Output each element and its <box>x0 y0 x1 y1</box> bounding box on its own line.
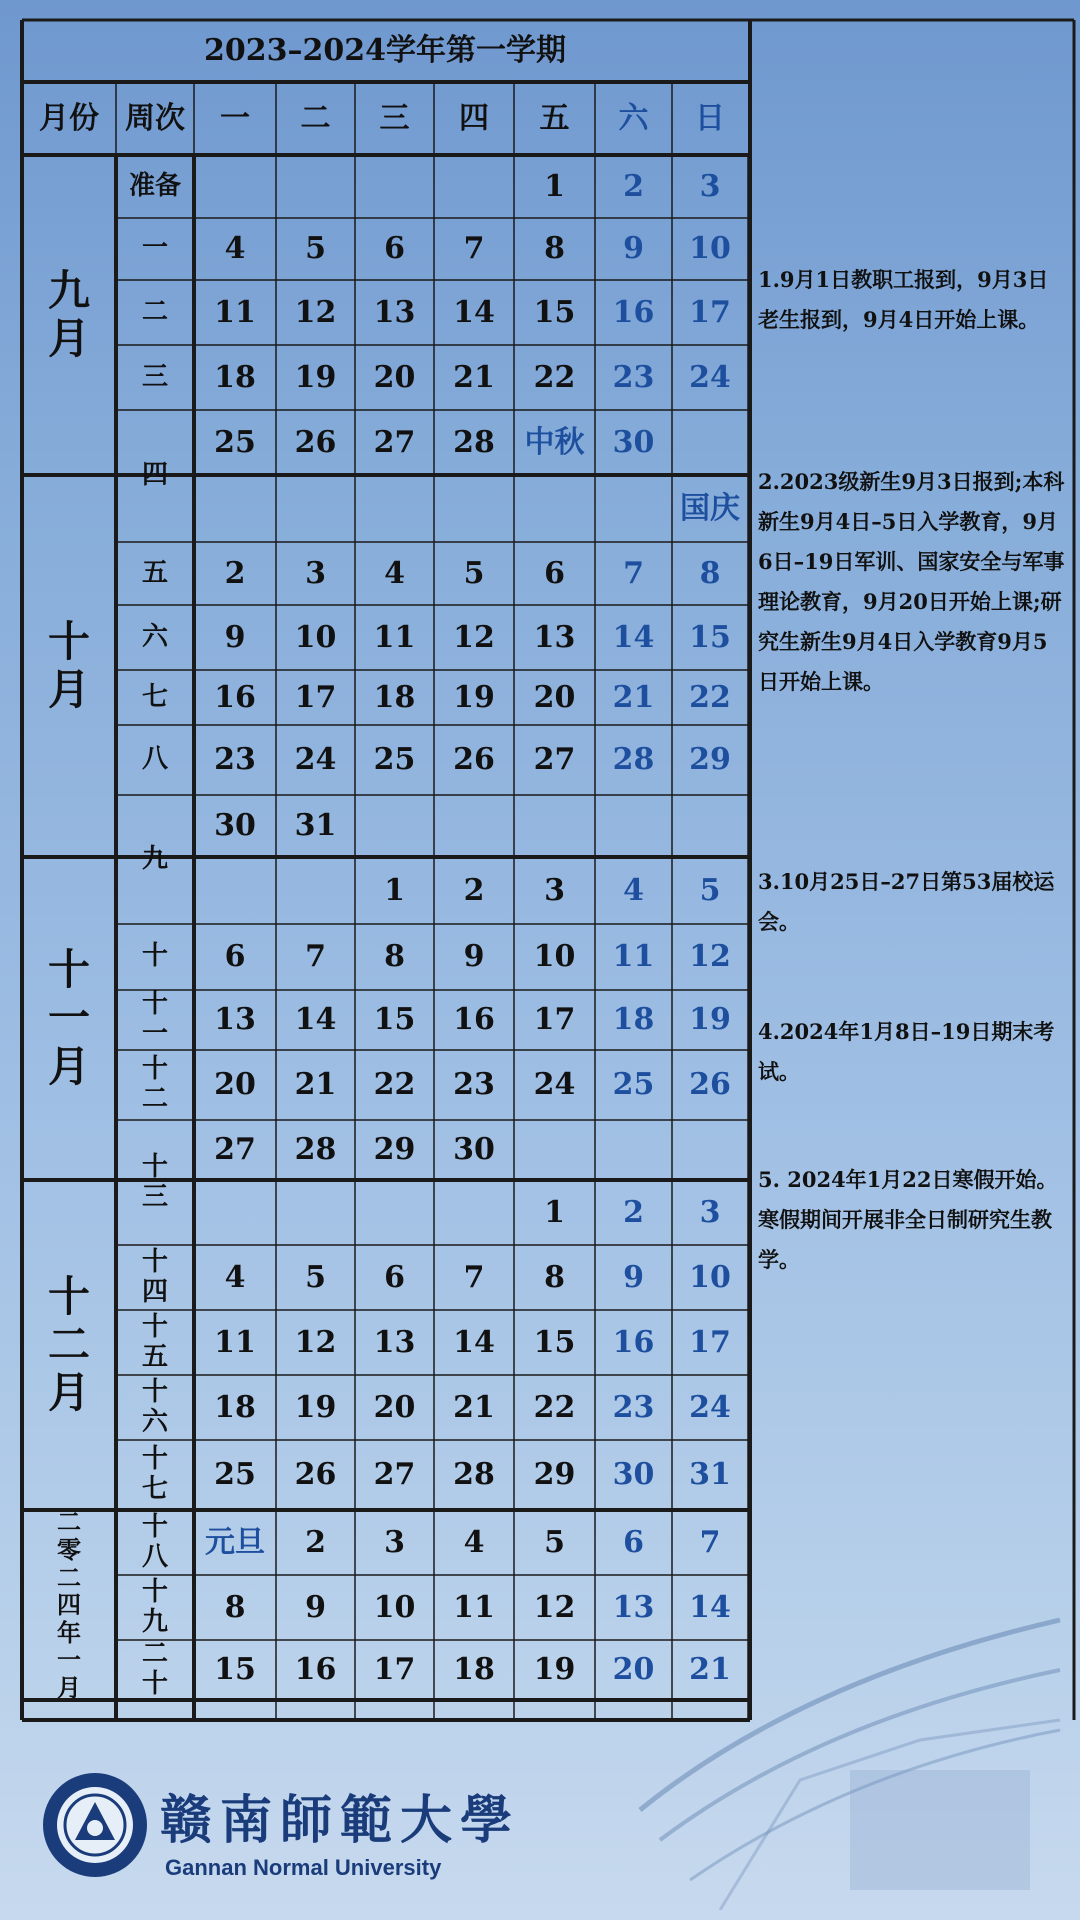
day-cell: 20 <box>373 1389 416 1425</box>
day-cell: 21 <box>453 1389 495 1425</box>
day-cell: 元旦 <box>205 1524 265 1560</box>
day-cell: 21 <box>612 679 655 715</box>
day-cell: 19 <box>689 1002 731 1037</box>
month-label: 十 一 月 <box>47 945 90 1091</box>
week-label: 一 <box>141 233 168 264</box>
day-cell: 29 <box>373 1132 416 1167</box>
day-cell: 7 <box>623 555 644 591</box>
day-cell: 10 <box>294 619 337 655</box>
day-cell: 2 <box>305 1524 326 1560</box>
day-cell: 27 <box>533 742 576 777</box>
day-cell: 8 <box>544 231 565 266</box>
header-day: 三 <box>379 100 410 136</box>
day-cell: 29 <box>689 742 731 777</box>
day-cell: 26 <box>294 1457 337 1492</box>
week-label: 十 六 <box>141 1376 168 1437</box>
day-cell: 19 <box>294 359 337 395</box>
day-cell: 23 <box>612 1389 655 1425</box>
day-cell: 14 <box>612 619 655 655</box>
day-cell: 11 <box>612 939 655 974</box>
day-cell: 9 <box>305 1589 326 1625</box>
day-cell: 14 <box>689 1589 731 1625</box>
note-2: 2.2023级新生9月3日报到;本科新生9月4日–5日入学教育，9月6日–19日军训、国家安全与军事理论教育，9月20日开始上课;研究生新生9月4日入学教育9月5日开始上课。 <box>758 469 1065 694</box>
day-cell: 19 <box>533 1652 576 1687</box>
day-cell: 24 <box>533 1067 576 1102</box>
day-cell: 11 <box>214 294 256 330</box>
day-cell: 28 <box>453 1457 495 1492</box>
day-cell: 13 <box>214 1002 256 1037</box>
day-cell: 25 <box>373 742 416 777</box>
day-cell: 29 <box>533 1457 576 1492</box>
week-label: 二 十 <box>141 1639 168 1699</box>
day-cell: 14 <box>453 1324 495 1360</box>
day-cell: 10 <box>533 939 576 974</box>
day-cell: 4 <box>623 872 644 908</box>
day-cell: 6 <box>384 1259 405 1295</box>
day-cell: 9 <box>224 619 246 655</box>
day-cell: 28 <box>612 742 655 777</box>
note-4: 4.2024年1月8日–19日期末考试。 <box>758 1019 1055 1084</box>
day-cell: 31 <box>689 1457 731 1492</box>
day-cell: 22 <box>373 1067 416 1102</box>
day-cell: 26 <box>453 742 495 777</box>
week-label: 二 <box>141 296 168 327</box>
month-label: 二 零 二 四 年 一 月 <box>57 1507 81 1702</box>
note-3: 3.10月25日–27日第53届校运会。 <box>758 869 1055 934</box>
header-day: 二 <box>300 100 331 136</box>
day-cell: 7 <box>463 1259 485 1295</box>
month-label: 十 月 <box>47 616 90 714</box>
day-cell: 24 <box>689 1389 731 1425</box>
day-cell: 17 <box>373 1652 416 1687</box>
day-cell: 30 <box>453 1132 495 1167</box>
header-day: 四 <box>459 100 489 136</box>
day-cell: 28 <box>453 424 495 460</box>
day-cell: 18 <box>214 359 256 395</box>
university-name-en: Gannan Normal University <box>165 1855 442 1880</box>
day-cell: 8 <box>384 939 405 974</box>
day-cell: 23 <box>612 359 655 395</box>
header-day: 六 <box>618 100 649 136</box>
day-cell: 15 <box>533 1324 576 1360</box>
day-cell: 1 <box>384 872 405 908</box>
day-cell: 1 <box>544 168 565 204</box>
day-cell: 11 <box>214 1324 256 1360</box>
day-cell: 10 <box>689 231 731 266</box>
day-cell: 15 <box>214 1652 256 1687</box>
week-label: 十 七 <box>141 1444 168 1504</box>
day-cell: 14 <box>453 294 495 330</box>
day-cell: 24 <box>689 359 731 395</box>
day-cell: 3 <box>699 1194 721 1230</box>
university-seal-icon <box>40 1770 150 1880</box>
day-cell: 17 <box>689 294 731 330</box>
day-cell: 7 <box>699 1524 721 1560</box>
day-cell: 5 <box>305 1259 326 1295</box>
week-label: 六 <box>141 621 168 652</box>
header-day: 一 <box>220 100 250 136</box>
week-label: 十 <box>141 941 168 972</box>
day-cell: 8 <box>544 1259 565 1295</box>
day-cell: 20 <box>533 679 576 715</box>
day-cell: 6 <box>544 555 565 591</box>
week-label: 九 <box>141 843 168 874</box>
day-cell: 1 <box>544 1194 565 1230</box>
day-cell: 22 <box>533 1389 576 1425</box>
day-cell: 12 <box>453 619 495 655</box>
day-cell: 25 <box>214 1457 256 1492</box>
day-cell: 6 <box>623 1524 644 1560</box>
day-cell: 9 <box>623 1259 644 1295</box>
day-cell: 5 <box>463 555 485 591</box>
day-cell: 2 <box>224 555 246 591</box>
day-cell: 9 <box>623 231 644 266</box>
week-label: 四 <box>141 460 168 491</box>
month-label: 十 二 月 <box>47 1271 90 1418</box>
building-sketch <box>600 1480 1070 1910</box>
day-cell: 18 <box>453 1652 495 1687</box>
week-label: 五 <box>141 557 168 588</box>
week-label: 十 五 <box>141 1311 168 1372</box>
note-5: 5. 2024年1月22日寒假开始。寒假期间开展非全日制研究生教学。 <box>758 1167 1058 1272</box>
day-cell: 20 <box>373 359 416 395</box>
day-cell: 15 <box>689 619 731 655</box>
day-cell: 30 <box>214 808 256 843</box>
day-cell: 4 <box>384 555 405 591</box>
day-cell: 3 <box>699 168 721 204</box>
day-cell: 13 <box>373 1324 416 1360</box>
day-cell: 19 <box>453 679 495 715</box>
week-label: 准备 <box>128 170 181 201</box>
day-cell: 23 <box>214 742 256 777</box>
day-cell: 21 <box>294 1067 337 1102</box>
day-cell: 13 <box>533 619 576 655</box>
title-bar: 2023–2024学年第一学期 <box>204 33 566 68</box>
day-cell: 7 <box>305 939 326 974</box>
day-cell: 18 <box>612 1002 655 1037</box>
day-cell: 28 <box>294 1132 337 1167</box>
day-cell: 12 <box>294 294 337 330</box>
day-cell: 7 <box>463 231 485 266</box>
day-cell: 15 <box>373 1002 416 1037</box>
day-cell: 5 <box>544 1524 565 1560</box>
day-cell: 2 <box>463 872 485 908</box>
day-cell: 6 <box>384 231 405 266</box>
day-cell: 2 <box>623 168 644 204</box>
day-cell: 18 <box>214 1389 256 1425</box>
day-cell: 4 <box>224 231 246 266</box>
day-cell: 27 <box>214 1132 256 1167</box>
day-cell: 23 <box>453 1067 495 1102</box>
day-cell: 12 <box>689 939 731 974</box>
month-label: 九 月 <box>47 265 90 363</box>
week-label: 三 <box>141 361 168 392</box>
day-cell: 21 <box>689 1652 731 1687</box>
day-cell: 4 <box>463 1524 485 1560</box>
day-cell: 8 <box>699 555 721 591</box>
day-cell: 20 <box>214 1067 256 1102</box>
university-name-cn: 赣南師範大學 <box>160 1790 521 1851</box>
day-cell: 16 <box>294 1652 337 1687</box>
day-cell: 4 <box>224 1259 246 1295</box>
day-cell: 9 <box>463 939 485 974</box>
day-cell: 31 <box>294 808 337 843</box>
day-cell: 19 <box>294 1389 337 1425</box>
header-day: 五 <box>539 100 570 136</box>
day-cell: 13 <box>373 294 416 330</box>
header-day: 日 <box>695 100 725 136</box>
day-cell: 16 <box>214 679 256 715</box>
day-cell: 国庆 <box>680 490 740 526</box>
day-cell: 21 <box>453 359 495 395</box>
day-cell: 3 <box>305 555 326 591</box>
day-cell: 3 <box>384 1524 405 1560</box>
week-label: 十 一 <box>141 989 168 1049</box>
day-cell: 2 <box>623 1194 644 1230</box>
day-cell: 11 <box>453 1589 495 1625</box>
day-cell: 25 <box>612 1067 655 1102</box>
day-cell: 15 <box>533 294 576 330</box>
week-label: 十 四 <box>141 1246 168 1307</box>
day-cell: 13 <box>612 1589 655 1625</box>
day-cell: 16 <box>612 294 655 330</box>
week-label: 八 <box>141 744 168 775</box>
day-cell: 3 <box>544 872 565 908</box>
day-cell: 16 <box>453 1002 495 1037</box>
day-cell: 25 <box>214 424 256 460</box>
day-cell: 27 <box>373 424 416 460</box>
day-cell: 6 <box>224 939 246 974</box>
day-cell: 5 <box>305 231 326 266</box>
day-cell: 12 <box>294 1324 337 1360</box>
day-cell: 17 <box>689 1324 731 1360</box>
day-cell: 8 <box>224 1589 246 1625</box>
day-cell: 17 <box>533 1002 576 1037</box>
day-cell: 18 <box>373 679 416 715</box>
day-cell: 11 <box>373 619 416 655</box>
day-cell: 22 <box>689 679 731 715</box>
day-cell: 17 <box>294 679 337 715</box>
day-cell: 5 <box>699 872 721 908</box>
week-label: 七 <box>141 681 168 712</box>
day-cell: 24 <box>294 742 337 777</box>
day-cell: 16 <box>612 1324 655 1360</box>
day-cell: 26 <box>689 1067 731 1102</box>
day-cell: 22 <box>533 359 576 395</box>
day-cell: 中秋 <box>524 424 585 460</box>
day-cell: 30 <box>612 1457 655 1492</box>
day-cell: 26 <box>294 424 337 460</box>
week-label: 十 二 <box>141 1054 168 1114</box>
day-cell: 10 <box>689 1259 731 1295</box>
week-label: 十 三 <box>141 1151 168 1212</box>
header-week: 周次 <box>125 100 185 136</box>
day-cell: 10 <box>373 1589 416 1625</box>
day-cell: 30 <box>612 424 655 460</box>
day-cell: 20 <box>612 1652 655 1687</box>
header-month: 月份 <box>39 100 99 136</box>
day-cell: 12 <box>533 1589 576 1625</box>
note-1: 1.9月1日教职工报到，9月3日老生报到，9月4日开始上课。 <box>758 267 1049 332</box>
week-label: 十 九 <box>141 1576 168 1637</box>
day-cell: 27 <box>373 1457 416 1492</box>
day-cell: 14 <box>294 1002 337 1037</box>
week-label: 十 八 <box>141 1511 168 1572</box>
